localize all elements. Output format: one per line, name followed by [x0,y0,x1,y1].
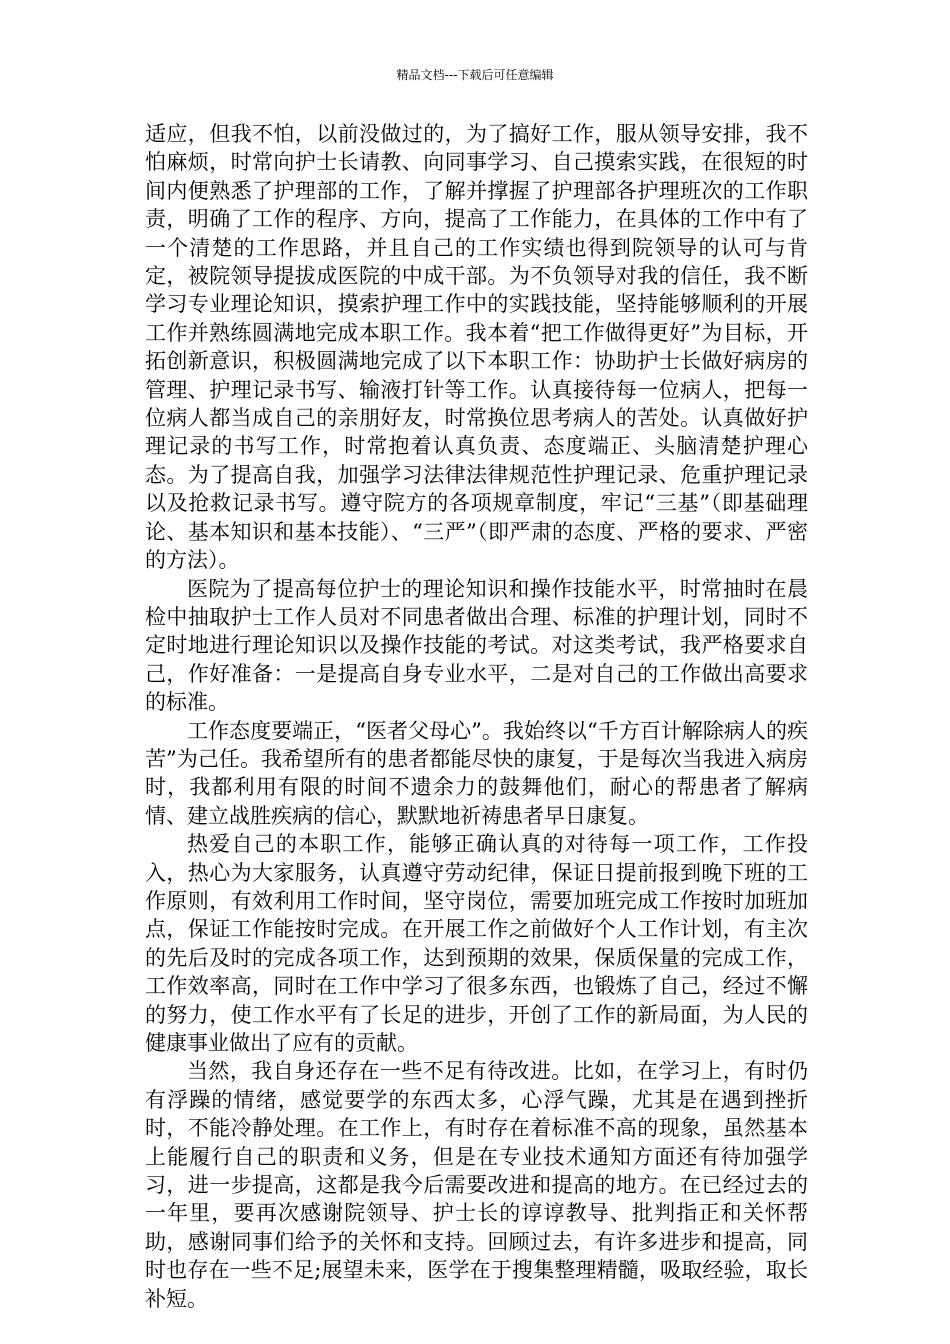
paragraph-5: 当然，我自身还存在一些不足有待改进。比如，在学习上，有时仍有浮躁的情绪，感觉要学的东西太多，心浮气躁，尤其是在遇到挫折时，不能冷静处理。在工作上，有时存在着标准不高的现象，虽然基本上能履行自己的职责和义务，但是在专业技术通知方面还有待加强学习，进一步提高，这都是我今后需要改进和提高的地方。在已经过去的一年里，要再次感谢院领导、护士长的谆谆教导、批判指正和关怀帮助，感谢同事们给予的关怀和支持。回顾过去，有许多进步和提高，同时也存在一些不足;展望未来，医学在于搜集整理精髓，吸取经验，取长补短。 [145,1059,808,1311]
paragraph-3: 工作态度要端正，“医者父母心”。我始终以“千方百计解除病人的疾苦”为己任。我希望所有的患者都能尽快的康复，于是每次当我进入病房时，我都利用有限的时间不遗余力的鼓舞他们，耐心的帮患者了解病情、建立战胜疾病的信心，默默地祈祷患者早日康复。 [145,718,808,828]
paragraph-2: 医院为了提高每位护士的理论知识和操作技能水平，时常抽时在晨检中抽取护士工作人员对不同患者做出合理、标准的护理计划，同时不定时地进行理论知识以及操作技能的考试。对这类考试，我严格要求自己，作好准备：一是提高自身专业水平，二是对自己的工作做出高要求的标准。 [145,576,808,715]
header-note: 精品文档---下载后可任意编辑 [396,68,554,82]
document-body [145,120,808,1313]
paragraph-4: 热爱自己的本职工作，能够正确认真的对待每一项工作，工作投入，热心为大家服务，认真遵守劳动纪律，保证日提前报到晚下班的工作原则，有效利用工作时间，坚守岗位，需要加班完成工作按时加班加点，保证工作能按时完成。在开展工作之前做好个人工作计划，有主次的先后及时的完成各项工作，达到预期的效果，保质保量的完成工作，工作效率高，同时在工作中学习了很多东西，也锻炼了自己，经过不懈的努力，使工作水平有了长足的进步，开创了工作的新局面，为人民的健康事业做出了应有的贡献。 [145,832,808,1055]
paragraph-1: 适应，但我不怕，以前没做过的，为了搞好工作，服从领导安排，我不怕麻烦，时常向护士长请教、向同事学习、自己摸索实践，在很短的时间内便熟悉了护理部的工作，了解并撑握了护理部各护理班次的工作职责，明确了工作的程序、方向，提高了工作能力，在具体的工作中有了一个清楚的工作思路，并且自己的工作实绩也得到院领导的认可与肯定，被院领导提拔成医院的中成干部。为不负领导对我的信任，我不断学习专业理论知识，摸索护理工作中的实践技能，坚持能够顺利的开展工作并熟练圆满地完成本职工作。我本着“把工作做得更好”为目标，开拓创新意识，积极圆满地完成了以下本职工作：协助护士长做好病房的管理、护理记录书写、输液打针等工作。认真接待每一位病人，把每一位病人都当成自己的亲朋好友，时常换位思考病人的苦处。认真做好护理记录的书写工作，时常抱着认真负责、态度端正、头脑清楚护理心态。为了提高自我，加强学习法律法律规范性护理记录、危重护理记录以及抢救记录书写。遵守院方的各项规章制度，牢记“三基”（即基础理论、基本知识和基本技能）、“三严”（即严肃的态度、严格的要求、严密的方法）。 [145,122,808,573]
